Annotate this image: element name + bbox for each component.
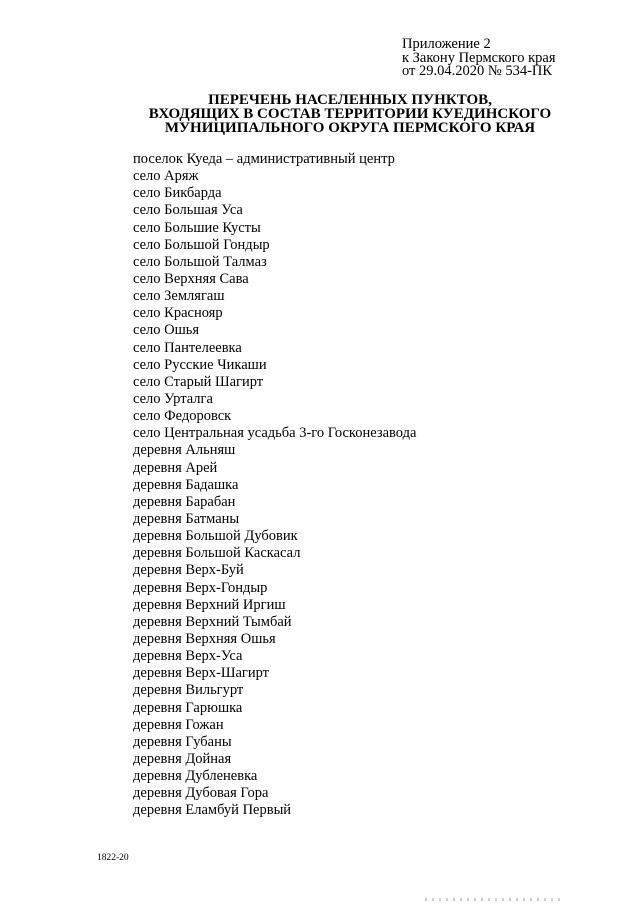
- settlement-item: село Верхняя Сава: [133, 270, 249, 287]
- settlement-item: село Большая Уса: [133, 202, 243, 219]
- settlement-item: село Ошья: [133, 322, 200, 339]
- appendix-law-reference: к Закону Пермского края: [402, 49, 556, 66]
- settlement-item: село Землягаш: [133, 288, 225, 305]
- title-line-2: ВХОДЯЩИХ В СОСТАВ ТЕРРИТОРИИ КУЕДИНСКОГО: [148, 106, 552, 122]
- settlement-item: село Русские Чикаши: [133, 356, 267, 373]
- settlement-item: село Большой Талмаз: [133, 253, 267, 270]
- settlement-item: деревня Верх-Буй: [133, 562, 244, 579]
- settlement-item: деревня Верх-Шагирт: [133, 665, 270, 682]
- settlement-item: деревня Батманы: [133, 510, 240, 527]
- settlement-item: село Старый Шагирт: [133, 373, 264, 390]
- scan-artifact: [425, 898, 565, 901]
- settlement-item: поселок Куеда – административный центр: [133, 151, 395, 167]
- settlement-item: деревня Арей: [133, 459, 218, 476]
- settlement-item: деревня Верхняя Ошья: [133, 630, 276, 647]
- appendix-header: [402, 38, 556, 79]
- settlement-item: деревня Альняш: [133, 442, 236, 459]
- settlement-item: село Центральная усадьба 3-го Госконезавода: [133, 425, 417, 442]
- title-line-3: МУНИЦИПАЛЬНОГО ОКРУГА ПЕРМСКОГО КРАЯ: [164, 120, 536, 136]
- settlement-list: [133, 151, 416, 819]
- settlement-item: деревня Дубовая Гора: [133, 785, 269, 802]
- appendix-law-date: от 29.04.2020 № 534-ПК: [402, 63, 553, 79]
- settlement-item: деревня Дубленевка: [133, 768, 258, 785]
- settlement-item: деревня Верх-Уса: [133, 648, 243, 665]
- document-title: [120, 93, 580, 135]
- settlement-item: деревня Гожан: [133, 716, 224, 733]
- document-code: 1822-20: [97, 853, 129, 863]
- settlement-item: село Федоровск: [133, 408, 232, 425]
- settlement-item: деревня Большой Каскасал: [133, 545, 301, 562]
- settlement-item: село Аряж: [133, 168, 199, 185]
- settlement-item: деревня Верхний Иргиш: [133, 596, 286, 613]
- settlement-item: село Урталга: [133, 390, 213, 407]
- appendix-number: Приложение 2: [402, 36, 491, 52]
- settlement-item: деревня Вильгурт: [133, 682, 244, 699]
- settlement-item: деревня Еламбуй Первый: [133, 802, 292, 819]
- settlement-item: деревня Верх-Гондыр: [133, 579, 268, 596]
- settlement-item: деревня Дойная: [133, 750, 232, 767]
- settlement-item: село Большие Кусты: [133, 219, 261, 236]
- settlement-item: село Бикбарда: [133, 185, 222, 202]
- settlement-item: село Большой Гондыр: [133, 236, 270, 253]
- settlement-item: деревня Гарюшка: [133, 699, 243, 716]
- settlement-item: деревня Губаны: [133, 733, 232, 750]
- settlement-item: деревня Большой Дубовик: [133, 528, 298, 545]
- settlement-item: деревня Бадашка: [133, 476, 239, 493]
- title-line-1: ПЕРЕЧЕНЬ НАСЕЛЕННЫХ ПУНКТОВ,: [208, 92, 492, 108]
- settlement-item: деревня Верхний Тымбай: [133, 613, 292, 630]
- settlement-item: село Пантелеевка: [133, 339, 242, 356]
- settlement-item: село Краснояр: [133, 305, 223, 322]
- settlement-item: деревня Барабан: [133, 493, 236, 510]
